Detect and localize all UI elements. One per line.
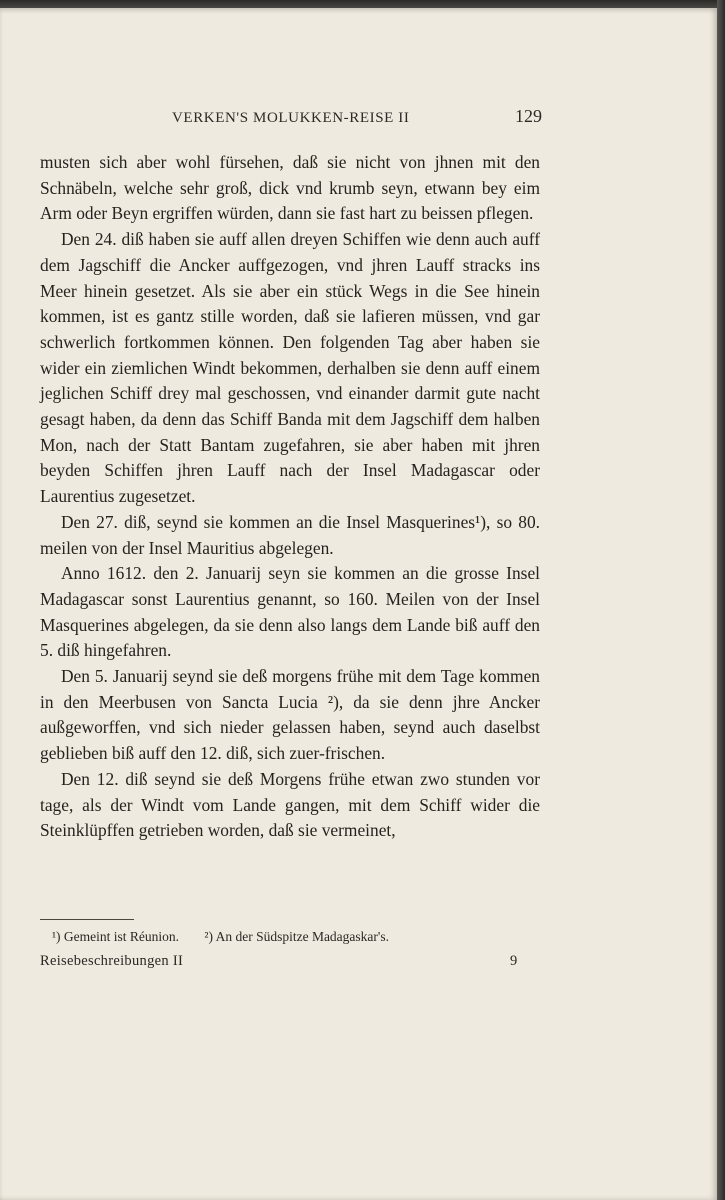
- right-edge: [717, 0, 725, 1200]
- page-number: 129: [515, 106, 542, 126]
- footnote-1: ¹) Gemeint ist Réunion.: [52, 929, 180, 944]
- book-page: [0, 8, 717, 1200]
- paragraph: musten sich aber wohl fürsehen, daß sie nicht von jhnen mit den Schnäbeln, welche sehr groß, dick vnd krumb seyn, etwann bey eim Arm oder Beyn ergriffen würden, dann sie fast hart zu beissen pflegen.: [40, 152, 540, 224]
- paragraph: Den 27. diß, seynd sie kommen an die Insel Masquerines¹), so 80. meilen von der Insel Mauritius abgelegen.: [40, 511, 540, 558]
- paragraph: Den 24. diß haben sie auff allen dreyen Schiffen wie denn auch auff dem Jagschiff die Ancker auffgezogen, vnd jhren Lauff stracks ins Meer hinein gesetzet. Als sie aber ein stück Wegs in die See hinein kommen, ist es gantz stille worden, daß sie lafieren müssen, vnd gar schwerlich fortkommen können. Den folgenden Tag aber haben sie wider ein ziemlichen Windt bekommen, derhalben sie denn auff einem jeglichen Schiff drey mal geschossen, vnd einander darmit gute nacht gesagt haben, da denn das Schiff Banda mit dem Jagschiff dem halben Mon, nach der Statt Bantam zugefahren, sie aber haben mit jhren beyden Schiffen jhren Lauff nach der Insel Madagascar oder Laurentius zugesetzet.: [40, 229, 540, 507]
- running-title: VERKEN'S MOLUKKEN-REISE II: [172, 110, 410, 126]
- body-text: [40, 150, 540, 844]
- footnote-rule: [40, 919, 134, 920]
- footnotes: [52, 928, 532, 946]
- signature-mark: 9: [510, 953, 518, 969]
- paragraph: Den 5. Januarij seynd sie deß morgens frühe mit dem Tage kommen in den Meerbusen von Sancta Lucia ²), da sie denn jhre Ancker außgeworffen, vnd sich nieder gelassen haben, seynd auch daselbst geblieben biß auff den 12. diß, sich zuer-frischen.: [40, 666, 540, 764]
- paragraph: Den 12. diß seynd sie deß Morgens frühe etwan zwo stunden vor tage, als der Windt vom Lande gangen, mit dem Schiff wider die Steinklüpffen getrieben worden, daß sie vermeinet,: [40, 768, 540, 841]
- footnote-2: ²) An der Südspitze Madagaskar's.: [204, 929, 389, 944]
- printer-signature: Reisebeschreibungen II: [40, 953, 184, 969]
- paragraph: Anno 1612. den 2. Januarij seyn sie kommen an die grosse Insel Madagascar sonst Laurentius genannt, so 160. Meilen von der Insel Masquerines abgelegen, da sie denn also langs dem Lande biß auff den 5. diß hingefahren.: [40, 563, 540, 661]
- running-head: [172, 106, 542, 130]
